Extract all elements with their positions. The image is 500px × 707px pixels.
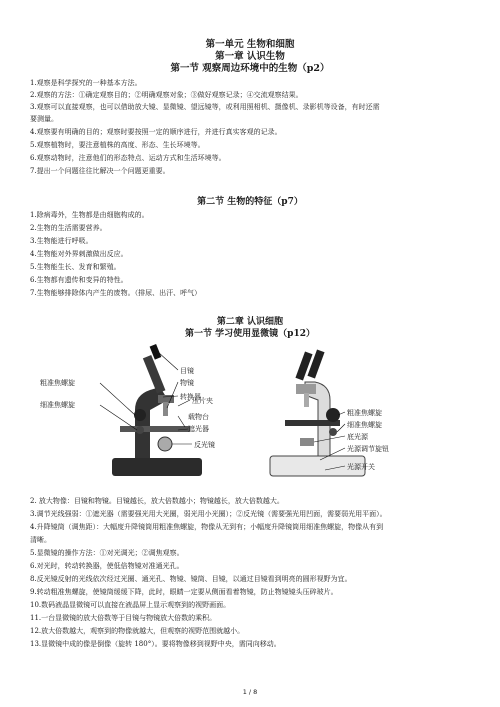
section1-item: 4.观察要有明确的目的；观察时要按照一定的顺序进行，并进行真实客观的记录。 (30, 128, 282, 136)
label-light-knob: 光源调节旋钮 (347, 445, 389, 453)
microscope-left (112, 344, 202, 476)
section2-item: 7.生物能够排除体内产生的废物。（排尿、出汗、呼气） (30, 289, 202, 297)
label-light-source: 底光源 (347, 433, 368, 441)
label-stage: 载物台 (188, 413, 209, 421)
microscope-item: 12.放大倍数越大，观察到的物像就越大，但观察的视野范围就越小。 (30, 627, 245, 635)
chapter1-title: 第一章 认识生物 (215, 51, 285, 62)
label-light-switch: 光源开关 (347, 463, 375, 471)
section1-item: 要测量。 (30, 115, 58, 123)
section2-title: 第二节 生物的特征（p7） (197, 197, 303, 207)
microscope-item: 6.对光时，转动转换器，使低倍物镜对准通光孔。 (30, 562, 184, 570)
microscope-item: 10.数码液晶显微镜可以直接在液晶屏上显示观察到的视野画面。 (30, 601, 231, 609)
section1-title: 第一节 观察周边环境中的生物（p2） (170, 63, 330, 74)
microscope-item: 2. 放大物像：目镜和物镜。目镜越长，放大倍数越小；物镜越长，放大倍数越大。 (30, 497, 284, 505)
section1-item: 5.观察植物时，要注意植株的高度、形态、生长环境等。 (30, 141, 205, 149)
section1-item: 1.观察是科学探究的一种基本方法。 (30, 79, 142, 87)
section2-item: 2.生物的生活需要营养。 (30, 224, 107, 232)
label-nosepiece: 转换器 (180, 393, 201, 401)
label-condenser: 遮光器 (188, 425, 209, 433)
microscope-item: 9.转动粗准焦螺旋，使镜筒缓缓下降，此时，眼睛一定要从侧面看着物镜，防止物镜镜头压碎玻片。 (30, 588, 338, 596)
label-fine-right: 细准焦螺旋 (347, 421, 382, 429)
section1-item: 7.提出一个问题往往比解决一个问题更重要。 (30, 167, 170, 175)
section2-item: 3.生物能进行呼吸。 (30, 237, 93, 245)
microscope-item: 清晰。 (30, 536, 51, 544)
label-fine-left: 细准焦螺旋 (40, 401, 75, 409)
microscope-item: 11.一台显微镜的放大倍数等于目镜与物镜放大倍数的乘积。 (30, 614, 217, 622)
section2-item: 5.生物能生长、发育和繁殖。 (30, 263, 121, 271)
chapter2-title: 第二章 认识细胞 (216, 317, 284, 327)
label-objective: 物镜 (180, 379, 194, 387)
section1-item: 2.观察的方法：①确定观察目的；②明确观察对象；③做好观察记录；④交流观察结果。 (30, 91, 303, 99)
unit-title: 第一单元 生物和细胞 (205, 39, 295, 50)
microscope-figure (0, 340, 500, 490)
microscope-item: 4.升降镜筒（调焦距）：大幅度升降镜筒用粗准焦螺旋，物像从无到有；小幅度升降镜筒用细准焦螺旋，物像从有到 (30, 523, 384, 531)
section2-item: 4.生物能对外界刺激做出反应。 (30, 250, 128, 258)
microscope-item: 8.反光镜反射的光线依次经过光圈、通光孔、物镜、镜筒、目镜，以通过目镜看到明亮的圆形视野为宜。 (30, 575, 352, 583)
microscope-diagram (0, 340, 500, 490)
microscope-item: 5.显微镜的操作方法：①对光调光；②调焦观察。 (30, 549, 184, 557)
chapter2-section1-title: 第一节 学习使用显微镜（p12） (185, 329, 315, 339)
microscope-item: 3.调节光线强弱：①遮光器（需要强光用大光圈，弱光用小光圈）；②反光镜（需要强光用凹面，需要弱光用平面）。 (30, 510, 387, 518)
label-mirror: 反光镜 (194, 441, 215, 449)
label-coarse-right: 粗准焦螺旋 (347, 409, 382, 417)
section2-item: 6.生物都有遗传和变异的特性。 (30, 276, 128, 284)
label-clip: 压片夹 (192, 397, 213, 405)
label-eyepiece: 目镜 (180, 367, 194, 375)
microscope-item: 13.显微镜中成的像是倒像（旋转 180°）。要将物像移到视野中央，需同向移动。 (30, 640, 281, 648)
section1-item: 6.观察动物时，注意他们的形态特点、运动方式和生活环境等。 (30, 154, 226, 162)
section2-item: 1.除病毒外，生物都是由细胞构成的。 (30, 211, 149, 219)
page-number: 1 / 8 (242, 688, 258, 696)
section1-item: 3.观察可以直接观察，也可以借助放大镜、显微镜、望远镜等，或利用照相机、摄像机、录影机等设备，有时还需 (30, 103, 380, 111)
label-coarse-left: 粗准焦螺旋 (40, 379, 75, 387)
